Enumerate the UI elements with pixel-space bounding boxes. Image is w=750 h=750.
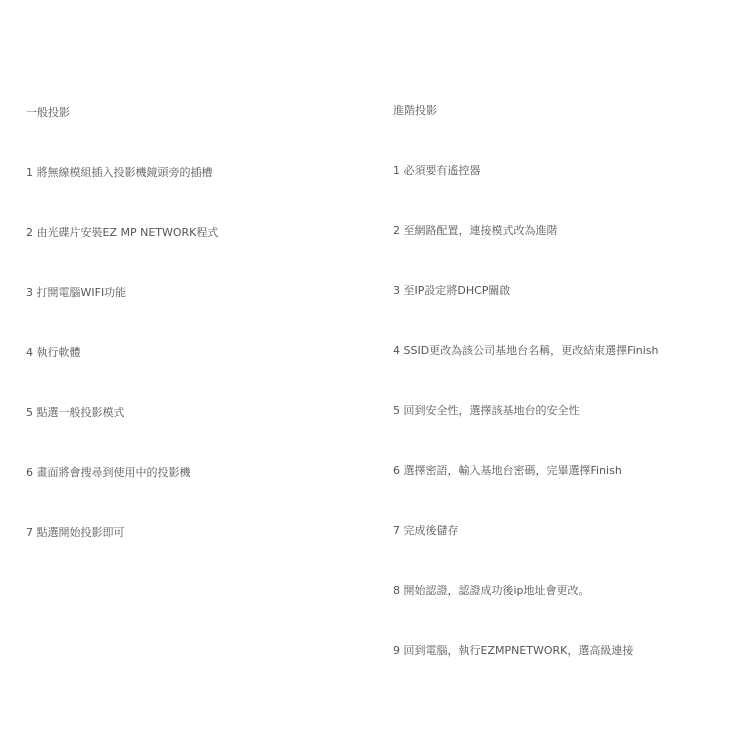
basic-projection-title: 一般投影 — [26, 106, 70, 119]
advanced-step-2: 2 至網路配置，連接模式改為進階 — [393, 224, 558, 237]
advanced-step-6: 6 選擇密語，輸入基地台密碼，完畢選擇Finish — [393, 464, 622, 477]
basic-step-5: 5 點選一般投影模式 — [26, 406, 125, 419]
advanced-step-3: 3 至IP設定將DHCP關啟 — [393, 284, 511, 297]
advanced-step-4: 4 SSID更改為該公司基地台名稱，更改結束選擇Finish — [393, 344, 659, 357]
basic-step-6: 6 畫面將會搜尋到使用中的投影機 — [26, 466, 191, 479]
advanced-projection-title: 進階投影 — [393, 104, 437, 117]
basic-step-3: 3 打開電腦WIFI功能 — [26, 286, 127, 299]
advanced-step-9: 9 回到電腦，執行EZMPNETWORK，選高級連接 — [393, 644, 634, 657]
advanced-step-7: 7 完成後儲存 — [393, 524, 459, 537]
advanced-step-1: 1 必須要有遙控器 — [393, 164, 481, 177]
basic-step-2: 2 由光碟片安裝EZ MP NETWORK程式 — [26, 226, 219, 239]
advanced-step-5: 5 回到安全性，選擇該基地台的安全性 — [393, 404, 580, 417]
basic-step-7: 7 點選開始投影即可 — [26, 526, 125, 539]
basic-step-1: 1 將無線模組插入投影機鏡頭旁的插槽 — [26, 166, 213, 179]
basic-step-4: 4 執行軟體 — [26, 346, 81, 359]
advanced-step-8: 8 開始認證，認證成功後ip地址會更改。 — [393, 584, 590, 597]
